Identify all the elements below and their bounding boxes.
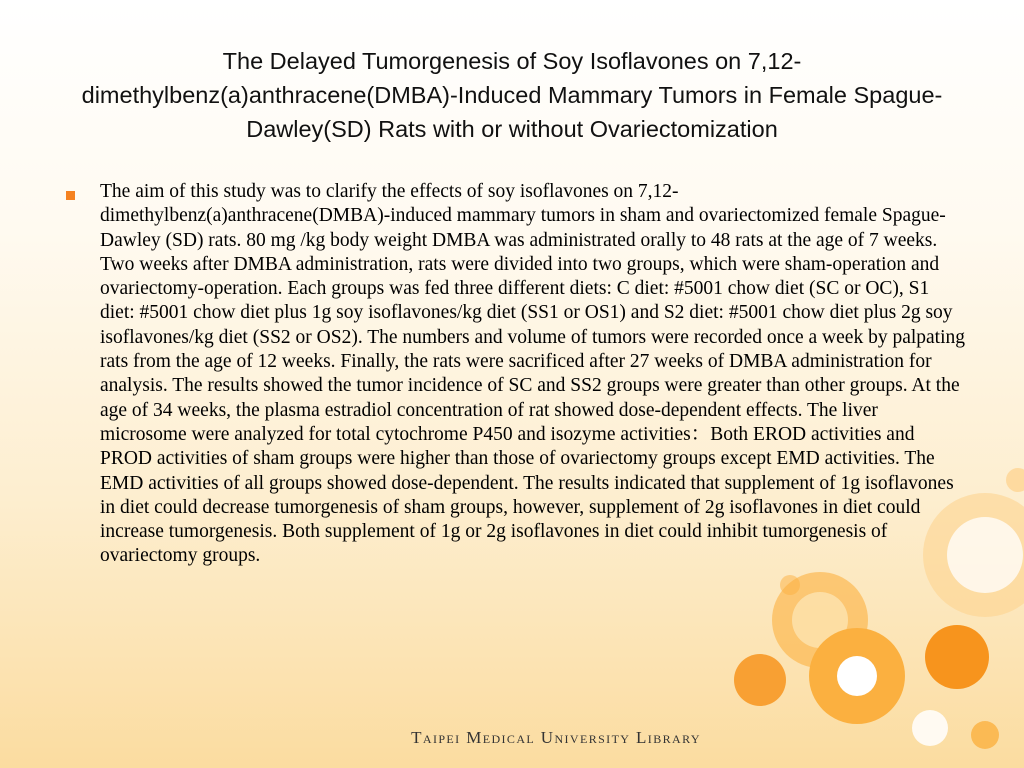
decor-circle-orange-right [925,625,989,689]
footer-library-name: Taipei Medical University Library [411,728,701,747]
decor-circle-edge [1006,468,1024,492]
decor-circle-tiny [780,575,800,595]
decor-circle-bottom-ring-inner [837,656,877,696]
slide-body-text: The aim of this study was to clarify the effects of soy isoflavones on 7,12-dimethylbenz(a)anthracene(DMBA)-induced mammary tumors in sham and ovariectomized female Spague-Dawley (SD) rats. 80 mg /kg body weight DMBA was administrated orally to 48 rats at the age of 7 weeks. Two weeks after DMBA administration, rats were divided into two groups, which were sham-operation and ovariectomy-operation. Each groups was fed three different diets: C diet: #5001 chow diet (SC or OC), S1 diet: #5001 chow diet plus 1g soy isoflavones/kg diet (SS1 or OS1) and S2 diet: #5001 chow diet plus 2g soy isoflavones/kg diet (SS2 or OS2). The numbers and volume of tumors were recorded once a week by palpating rats from the age of 12 weeks. Finally, the rats were sacrificed after 27 weeks of DMBA administration for analysis. The results showed the tumor incidence of SC and SS2 groups were greater than other groups. At the age of 34 weeks, the plasma estradiol concentration of rat showed dose-dependent effects. The liver microsome were analyzed for total cytochrome P450 and isozyme activities：Both EROD activities and PROD activities of sham groups were higher than those of ovariectomy groups except EMD activities. The EMD activities of all groups showed dose-dependent. The results indicated that supplement of 1g isoflavones in diet could decrease tumorgenesis of sham groups, however, supplement of 2g isoflavones in diet could increase tumorgenesis. Both supplement of 1g or 2g isoflavones in diet could inhibit tumorgenesis of ovariectomy groups. [100,181,966,567]
decor-circle-orange-left [734,654,786,706]
bullet-marker [66,191,75,200]
slide-title: The Delayed Tumorgenesis of Soy Isoflavones on 7,12-dimethylbenz(a)anthracene(DMBA)-Induced Mammary Tumors in Female Spague-Dawley(SD) Rats with or without Ovariectomization [81,48,943,142]
